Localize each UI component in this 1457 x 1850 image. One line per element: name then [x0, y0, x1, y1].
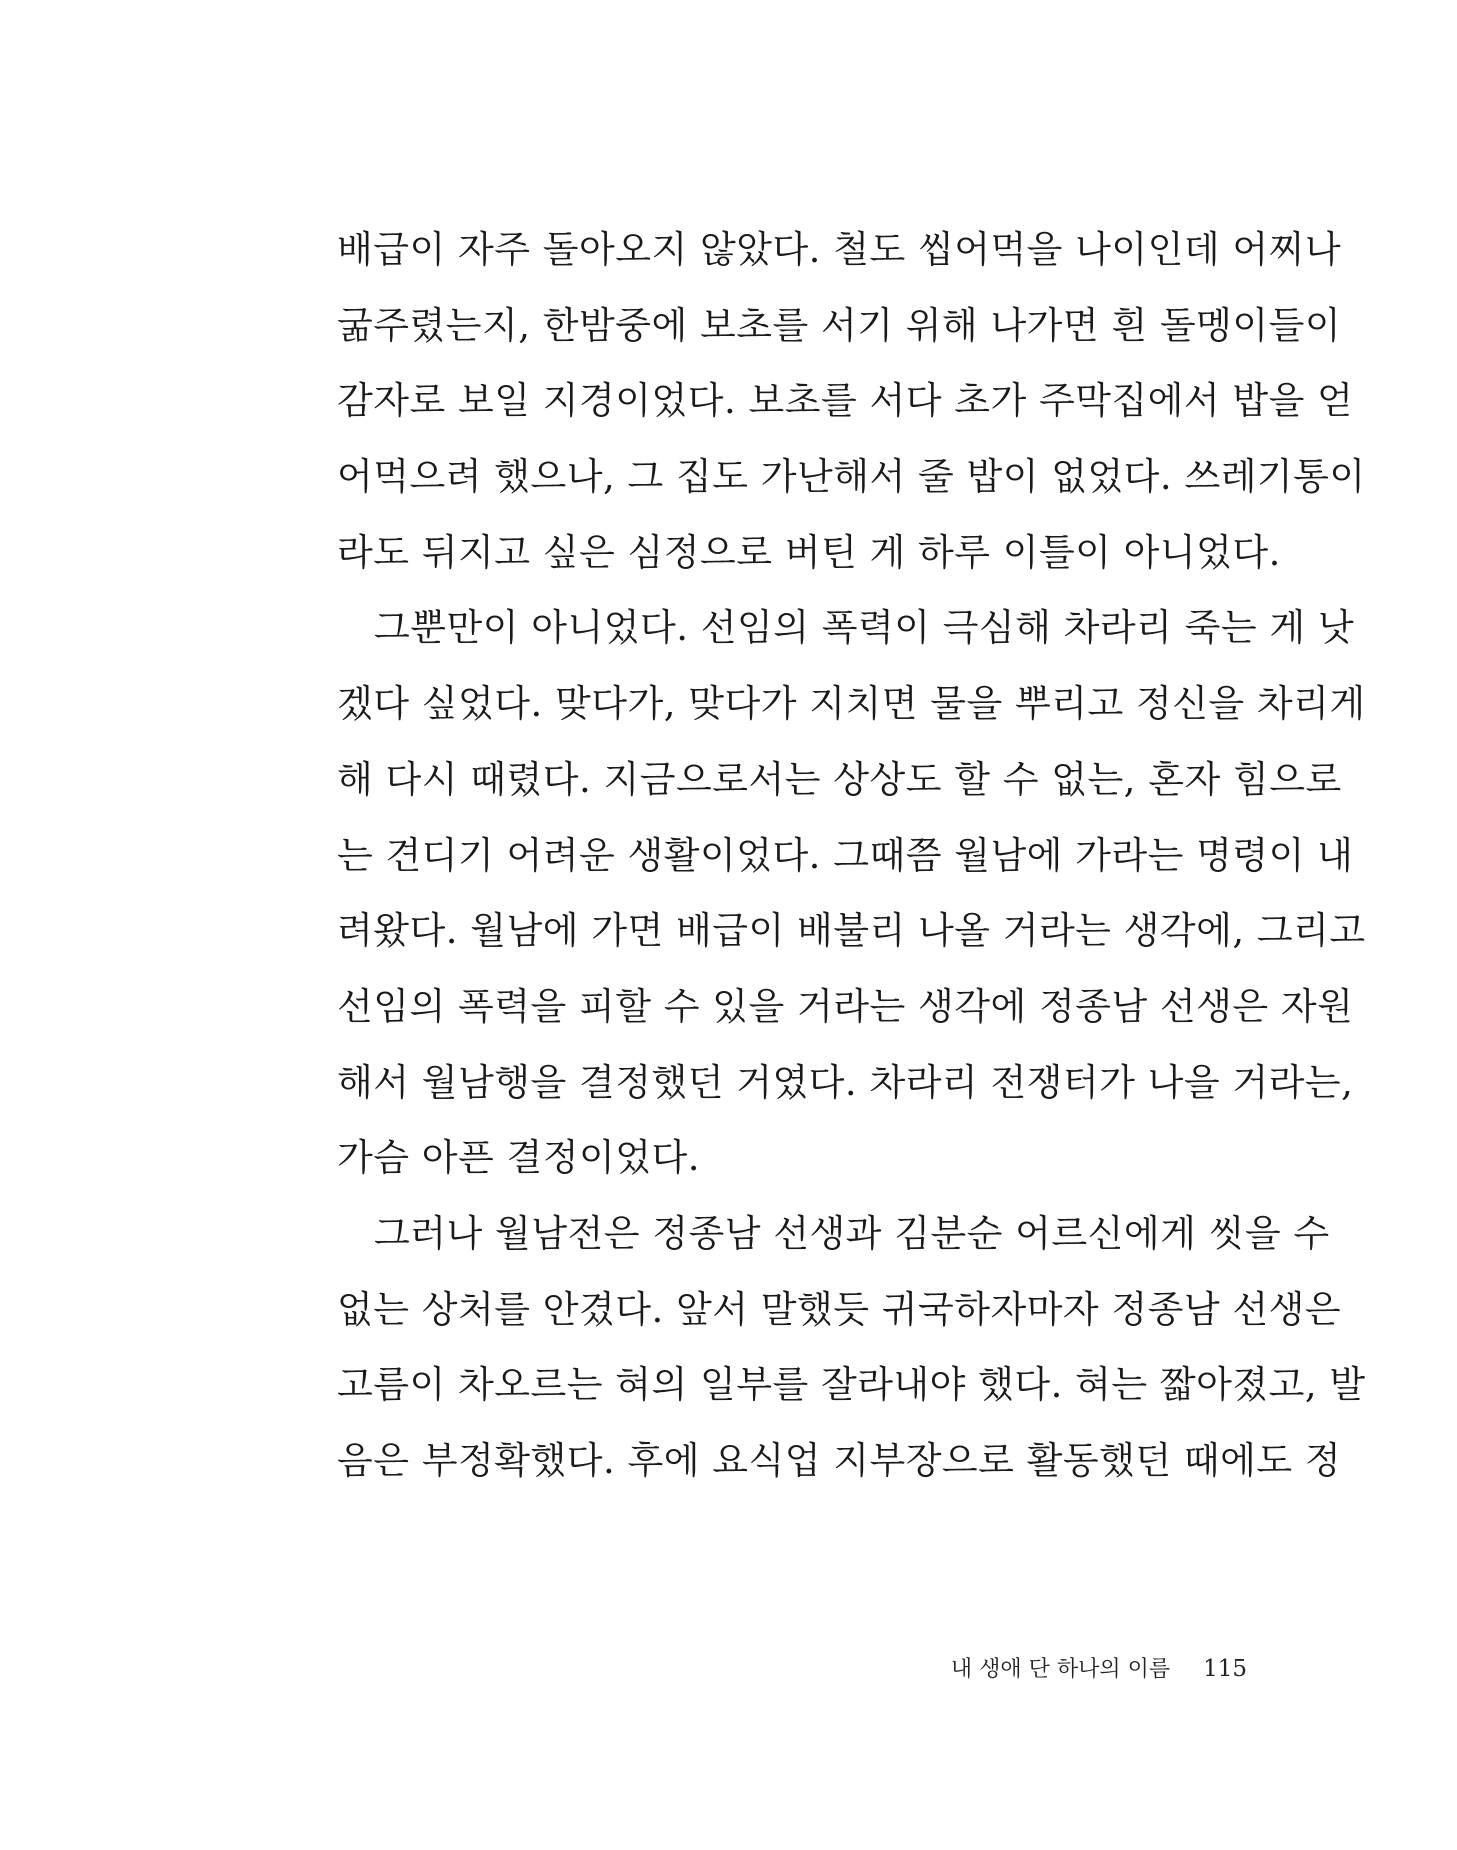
text-line: 겠다 싶었다. 맞다가, 맞다가 지치면 물을 뿌리고 정신을 차리게: [337, 682, 1366, 726]
text-line: 가슴 아픈 결정이었다.: [337, 1136, 700, 1180]
text-line: 배급이 자주 돌아오지 않았다. 철도 씹어먹을 나이인데 어찌나: [337, 228, 1342, 271]
paragraph-start-line: 그뿐만이 아니었다. 선임의 폭력이 극심해 차라리 죽는 게 낫: [374, 606, 1355, 650]
text-line: 굶주렸는지, 한밤중에 보초를 서기 위해 나가면 흰 돌멩이들이: [337, 303, 1342, 347]
body-text: [337, 212, 1366, 1499]
page-footer: [900, 1652, 1247, 1683]
text-line: 어먹으려 했으나, 그 집도 가난해서 줄 밥이 없었다. 쓰레기통이: [337, 455, 1366, 499]
text-line: 는 견디기 어려운 생활이었다. 그때쯤 월남에 가라는 명령이 내: [337, 833, 1354, 877]
text-line: 라도 뒤지고 싶은 심정으로 버틴 게 하루 이틀이 아니었다.: [337, 530, 1281, 574]
text-line: 감자로 보일 지경이었다. 보초를 서다 초가 주막집에서 밥을 얻: [337, 379, 1354, 423]
text-line: 음은 부정확했다. 후에 요식업 지부장으로 활동했던 때에도 정: [337, 1439, 1342, 1482]
text-line: 선임의 폭력을 피할 수 있을 거라는 생각에 정종남 선생은 자원: [337, 984, 1354, 1028]
text-line: 없는 상처를 안겼다. 앞서 말했듯 귀국하자마자 정종남 선생은: [337, 1287, 1342, 1331]
text-line: 고름이 차오르는 혀의 일부를 잘라내야 했다. 혀는 짧아졌고, 발: [337, 1363, 1366, 1407]
paragraph-start-line: 그러나 월남전은 정종남 선생과 김분순 어르신에게 씻을 수: [374, 1211, 1330, 1255]
text-line: 려왔다. 월남에 가면 배급이 배불리 나올 거라는 생각에, 그리고: [337, 909, 1366, 953]
text-line: 해 다시 때렸다. 지금으로서는 상상도 할 수 없는, 혼자 힘으로: [337, 757, 1342, 801]
page-number: 115: [1203, 1656, 1247, 1682]
text-line: 해서 월남행을 결정했던 거였다. 차라리 전쟁터가 나을 거라는,: [337, 1060, 1354, 1104]
running-title: 내 생애 단 하나의 이름: [950, 1657, 1171, 1682]
